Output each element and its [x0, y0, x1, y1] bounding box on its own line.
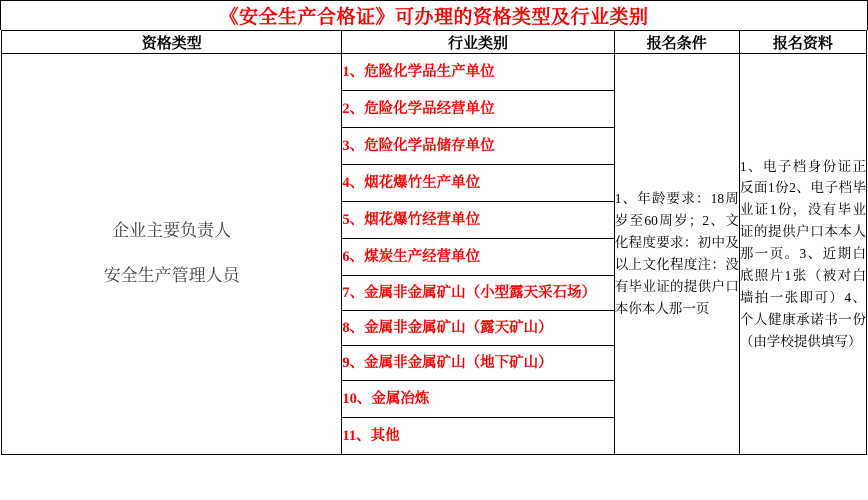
header-industry-category: 行业类别	[342, 31, 614, 54]
table-row	[2, 54, 867, 91]
page-title: 《安全生产合格证》可办理的资格类型及行业类别	[219, 7, 649, 28]
qualification-type-2: 安全生产管理人员	[103, 266, 240, 285]
industry-category-11: 11、其他	[342, 418, 614, 455]
industry-category-5: 5、烟花爆竹经营单位	[342, 202, 614, 239]
industry-category-8: 8、金属非金属矿山（露天矿山）	[342, 311, 614, 346]
industry-category-4: 4、烟花爆竹生产单位	[342, 165, 614, 202]
industry-category-6: 6、煤炭生产经营单位	[342, 239, 614, 276]
header-qualification-type: 资格类型	[2, 31, 342, 54]
industry-category-9: 9、金属非金属矿山（地下矿山）	[342, 346, 614, 381]
document-title-bar	[0, 0, 868, 30]
header-registration-materials: 报名资料	[739, 31, 866, 54]
industry-category-7: 7、金属非金属矿山（小型露天采石场）	[342, 276, 614, 311]
header-registration-conditions: 报名条件	[614, 31, 739, 54]
industry-category-2: 2、危险化学品经营单位	[342, 91, 614, 128]
table-header-row	[2, 31, 867, 54]
industry-category-1: 1、危险化学品生产单位	[342, 54, 614, 91]
qualification-type-1: 企业主要负责人	[112, 221, 232, 241]
cell-registration-materials: 1、电子档身份证正反面1份2、电子档毕业证1份，没有毕业证的提供户口本本人那一页。3、近期白底照片1张（被对白墙拍一张即可）4、个人健康承诺书一份（由学校提供填写）	[739, 54, 866, 455]
cell-registration-conditions: 1、年龄要求：18周岁至60周岁；2、文化程度要求：初中及以上文化程度注：没有毕业证的提供户口本你本人那一页	[614, 54, 739, 455]
qualification-table	[1, 30, 867, 455]
industry-category-10: 10、金属冶炼	[342, 381, 614, 418]
industry-category-3: 3、危险化学品储存单位	[342, 128, 614, 165]
cell-qualification-types	[2, 54, 342, 455]
